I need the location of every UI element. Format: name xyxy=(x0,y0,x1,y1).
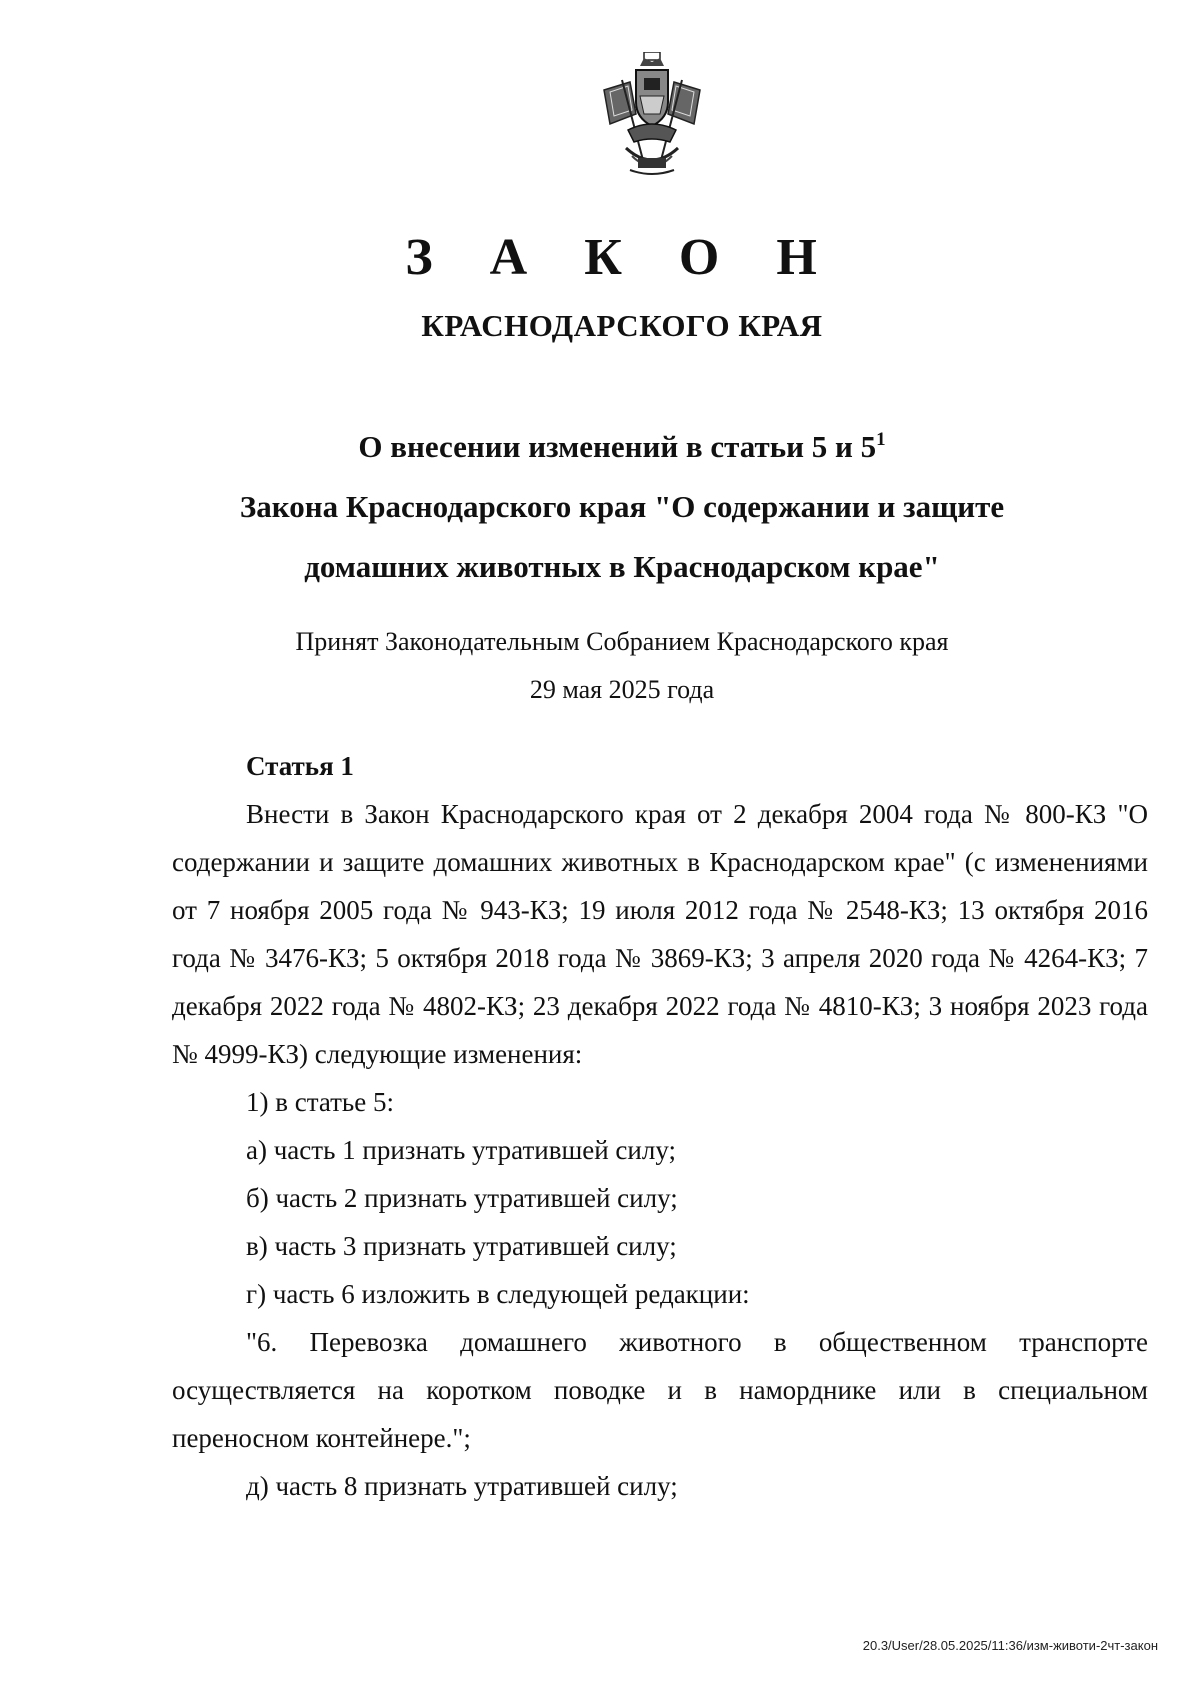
paragraph: "6. Перевозка домашнего животного в общественном транспорте осуществляется на коротком поводке и в наморднике или в специальном переносном контейнере."; xyxy=(172,1327,1148,1453)
footer-file-reference: 20.3/User/28.05.2025/11:36/изм-животи-2чт-закон xyxy=(862,1638,1158,1653)
paragraph: б) часть 2 признать утратившей силу; xyxy=(246,1183,678,1213)
article-title: Статья 1 xyxy=(246,751,354,781)
paragraph: 1) в статье 5: xyxy=(246,1087,394,1117)
document-title: З А К О Н xyxy=(405,229,839,286)
law-heading xyxy=(0,417,1200,597)
paragraph: Внести в Закон Краснодарского края от 2 декабря 2004 года № 800-КЗ "О содержании и защите домашних животных в Краснодарском крае" (с изменениями от 7 ноября 2005 года № 943-КЗ; 19 июля 2012 года № 2548-КЗ; 13 октября 2016 года № 3476-КЗ; 5 октября 2018 года № 3869-КЗ; 3 апреля 2020 года № 4264-КЗ; 7 декабря 2022 года № 4802-КЗ; 23 декабря 2022 года № 4810-КЗ; 3 ноября 2023 года № 4999-КЗ) следующие изменения: xyxy=(172,799,1148,1069)
coat-of-arms-icon xyxy=(600,52,704,178)
adoption-line-1: Принят Законодательным Собранием Краснодарского края xyxy=(295,627,949,656)
adoption-date: 29 мая 2025 года xyxy=(529,675,715,704)
paragraph: г) часть 6 изложить в следующей редакции: xyxy=(246,1279,750,1309)
heading-line-2: Закона Краснодарского края "О содержании и защите xyxy=(239,489,1005,524)
paragraph: в) часть 3 признать утратившей силу; xyxy=(246,1231,677,1261)
adoption-note xyxy=(0,618,1200,714)
heading-line-1: О внесении изменений в статьи 5 и $5^1$ xyxy=(358,429,886,464)
heading-line-3: домашних животных в Краснодарском крае" xyxy=(304,549,940,584)
document-body xyxy=(172,742,1148,1510)
document-subtitle: КРАСНОДАРСКОГО КРАЯ xyxy=(421,308,823,343)
paragraph: д) часть 8 признать утратившей силу; xyxy=(246,1471,678,1501)
paragraph: а) часть 1 признать утратившей силу; xyxy=(246,1135,676,1165)
superscript: 1 xyxy=(876,429,886,450)
